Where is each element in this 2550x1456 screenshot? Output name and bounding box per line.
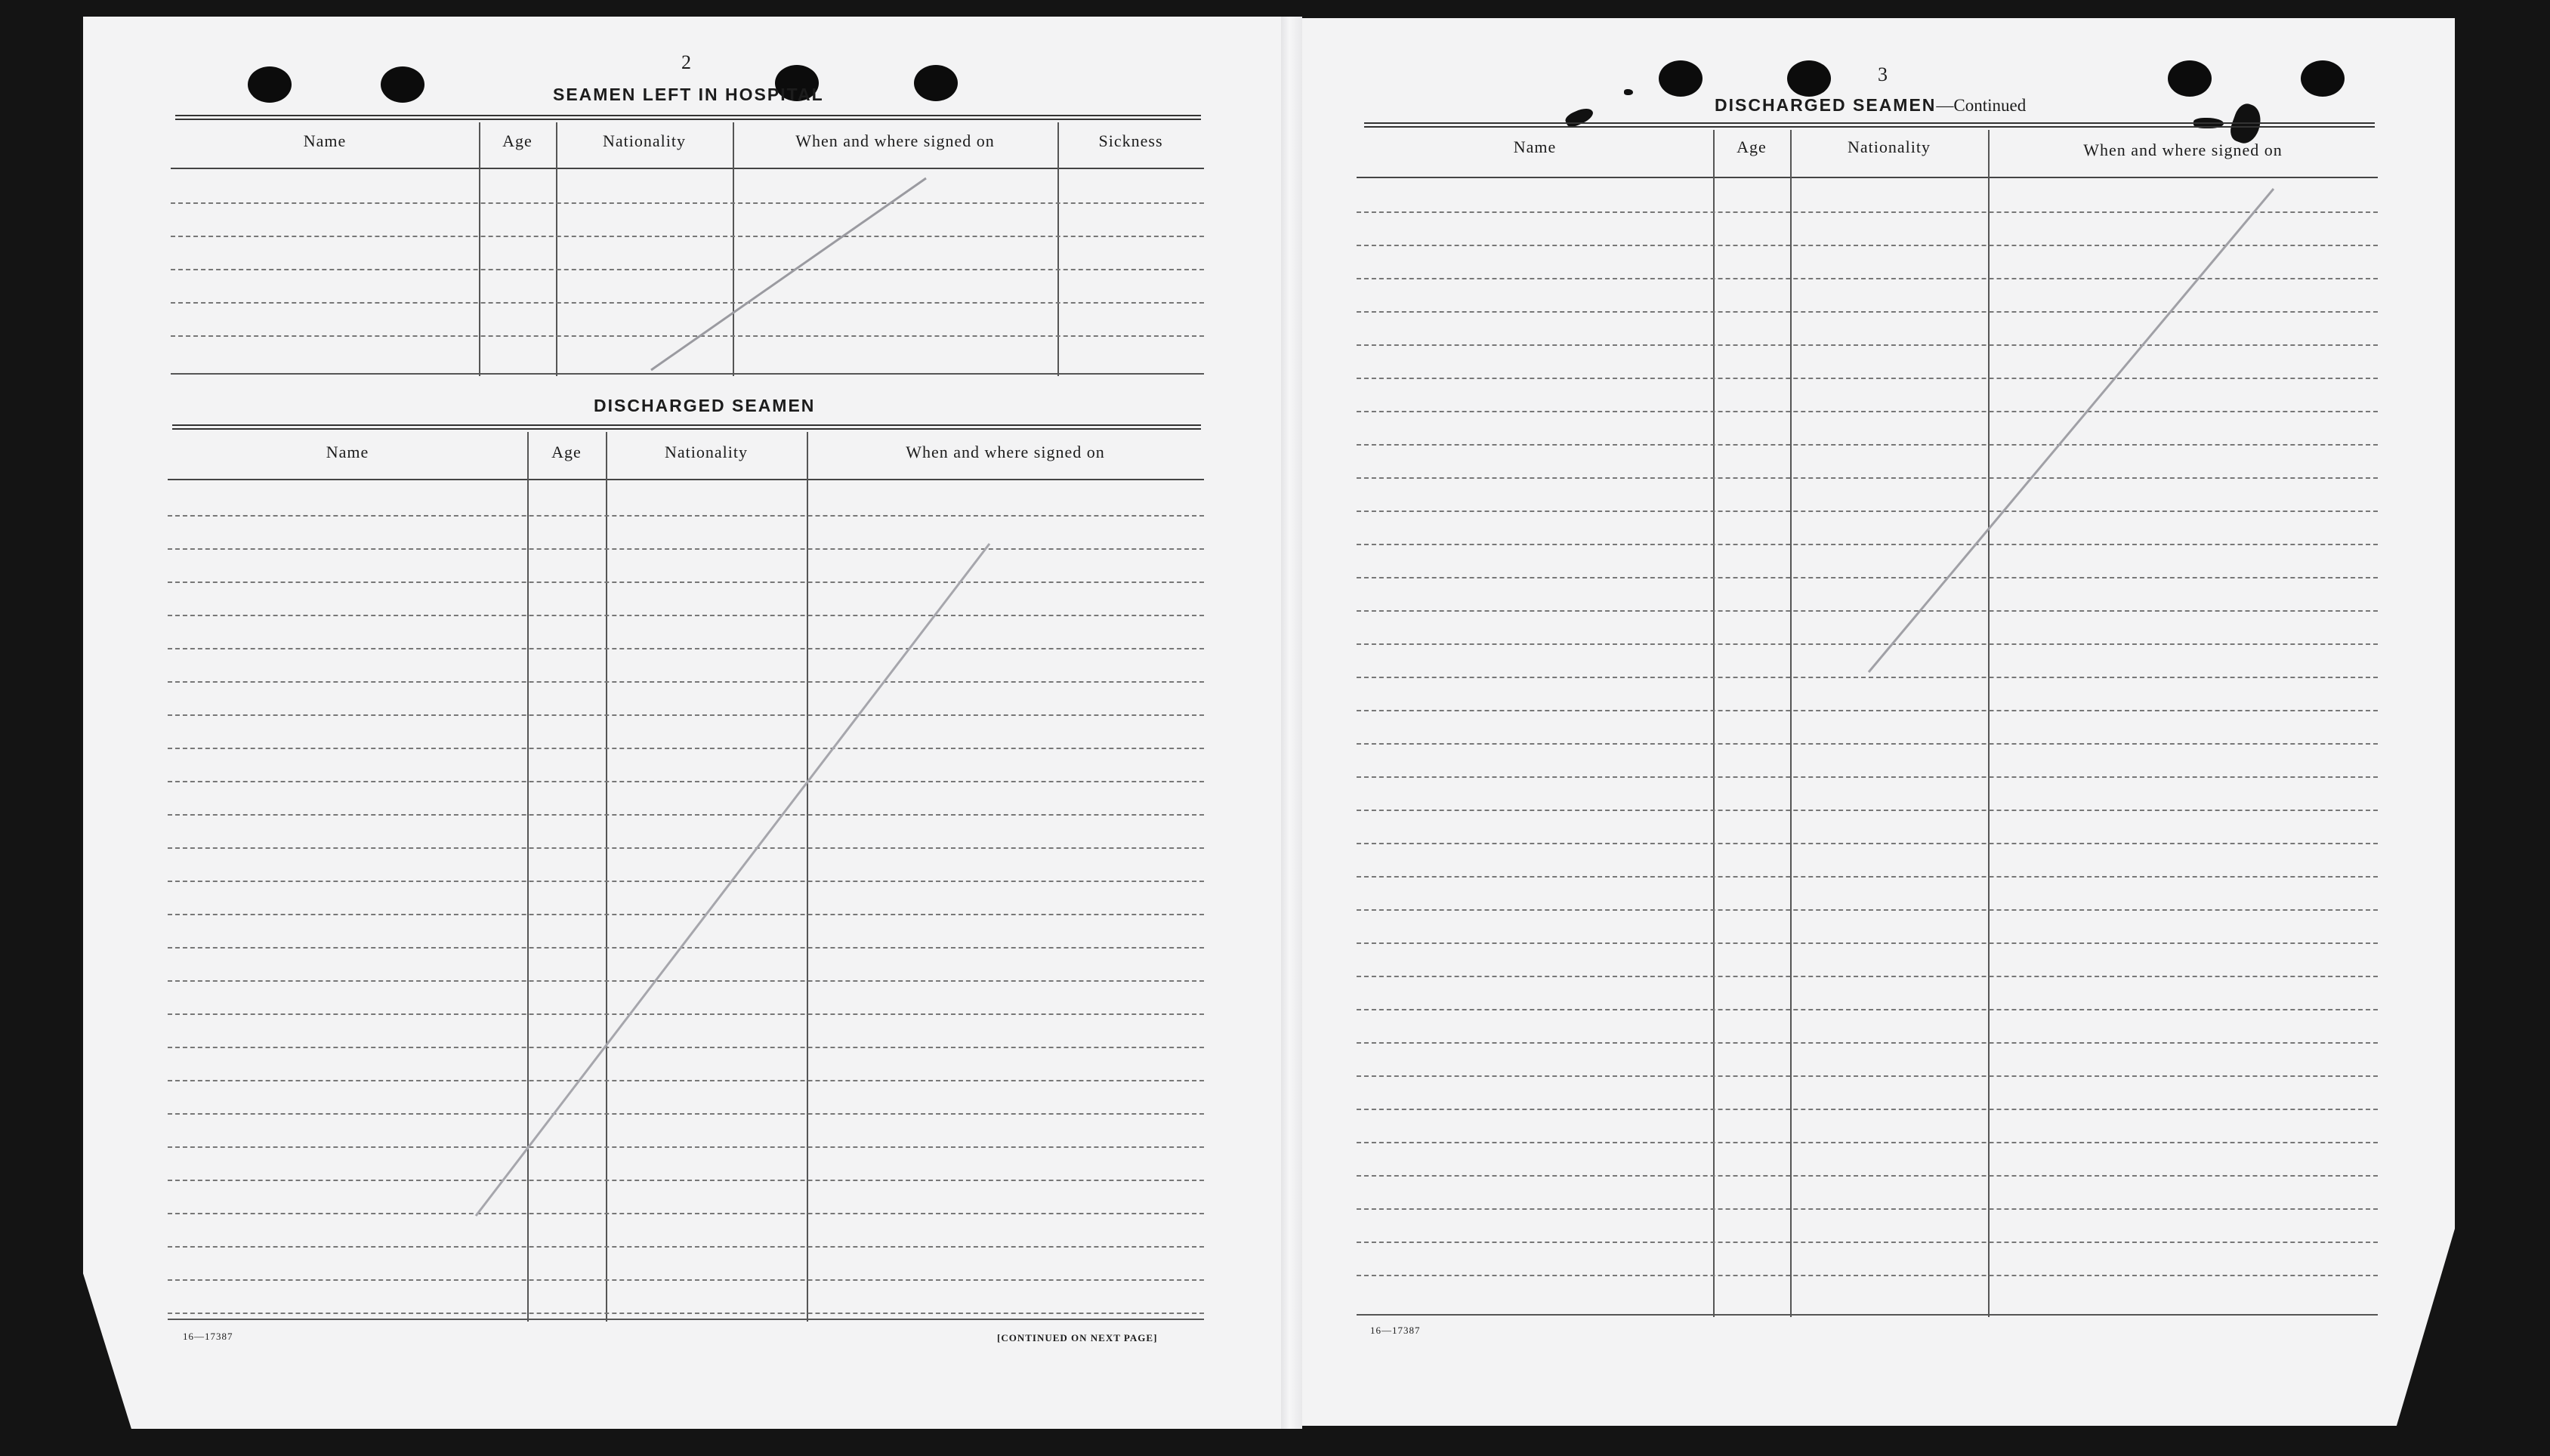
hospital-section-title: SEAMEN LEFT IN HOSPITAL: [553, 85, 824, 104]
column-header-name: Name: [1513, 137, 1557, 156]
column-header-age: Age: [1737, 137, 1767, 156]
column-header-name: Name: [326, 443, 369, 461]
column-header-signed-on: When and where signed on: [906, 443, 1105, 461]
pencil-stroke: [476, 544, 989, 1216]
section-title: DISCHARGED SEAMEN: [1715, 95, 1937, 115]
page-number: 3: [1878, 63, 1888, 85]
column-header-nationality: Nationality: [1848, 137, 1931, 156]
form-number: 16—17387: [1370, 1325, 1421, 1336]
column-header-sickness: Sickness: [1098, 131, 1163, 150]
column-header-nationality: Nationality: [665, 443, 748, 461]
pencil-stroke: [651, 178, 926, 370]
column-header-signed-on: When and where signed on: [795, 131, 995, 150]
column-header-nationality: Nationality: [603, 131, 686, 150]
column-header-age: Age: [502, 131, 533, 150]
continued-note: [CONTINUED ON NEXT PAGE]: [997, 1332, 1158, 1343]
section-title-suffix: —Continued: [1936, 96, 2027, 115]
page-number: 2: [681, 51, 691, 73]
column-header-signed-on: When and where signed on: [2083, 140, 2283, 159]
form-number: 16—17387: [183, 1331, 233, 1342]
column-header-age: Age: [551, 443, 582, 461]
pencil-stroke: [1869, 189, 2274, 672]
discharged-section-title: DISCHARGED SEAMEN: [594, 396, 816, 415]
column-header-name: Name: [303, 131, 347, 150]
